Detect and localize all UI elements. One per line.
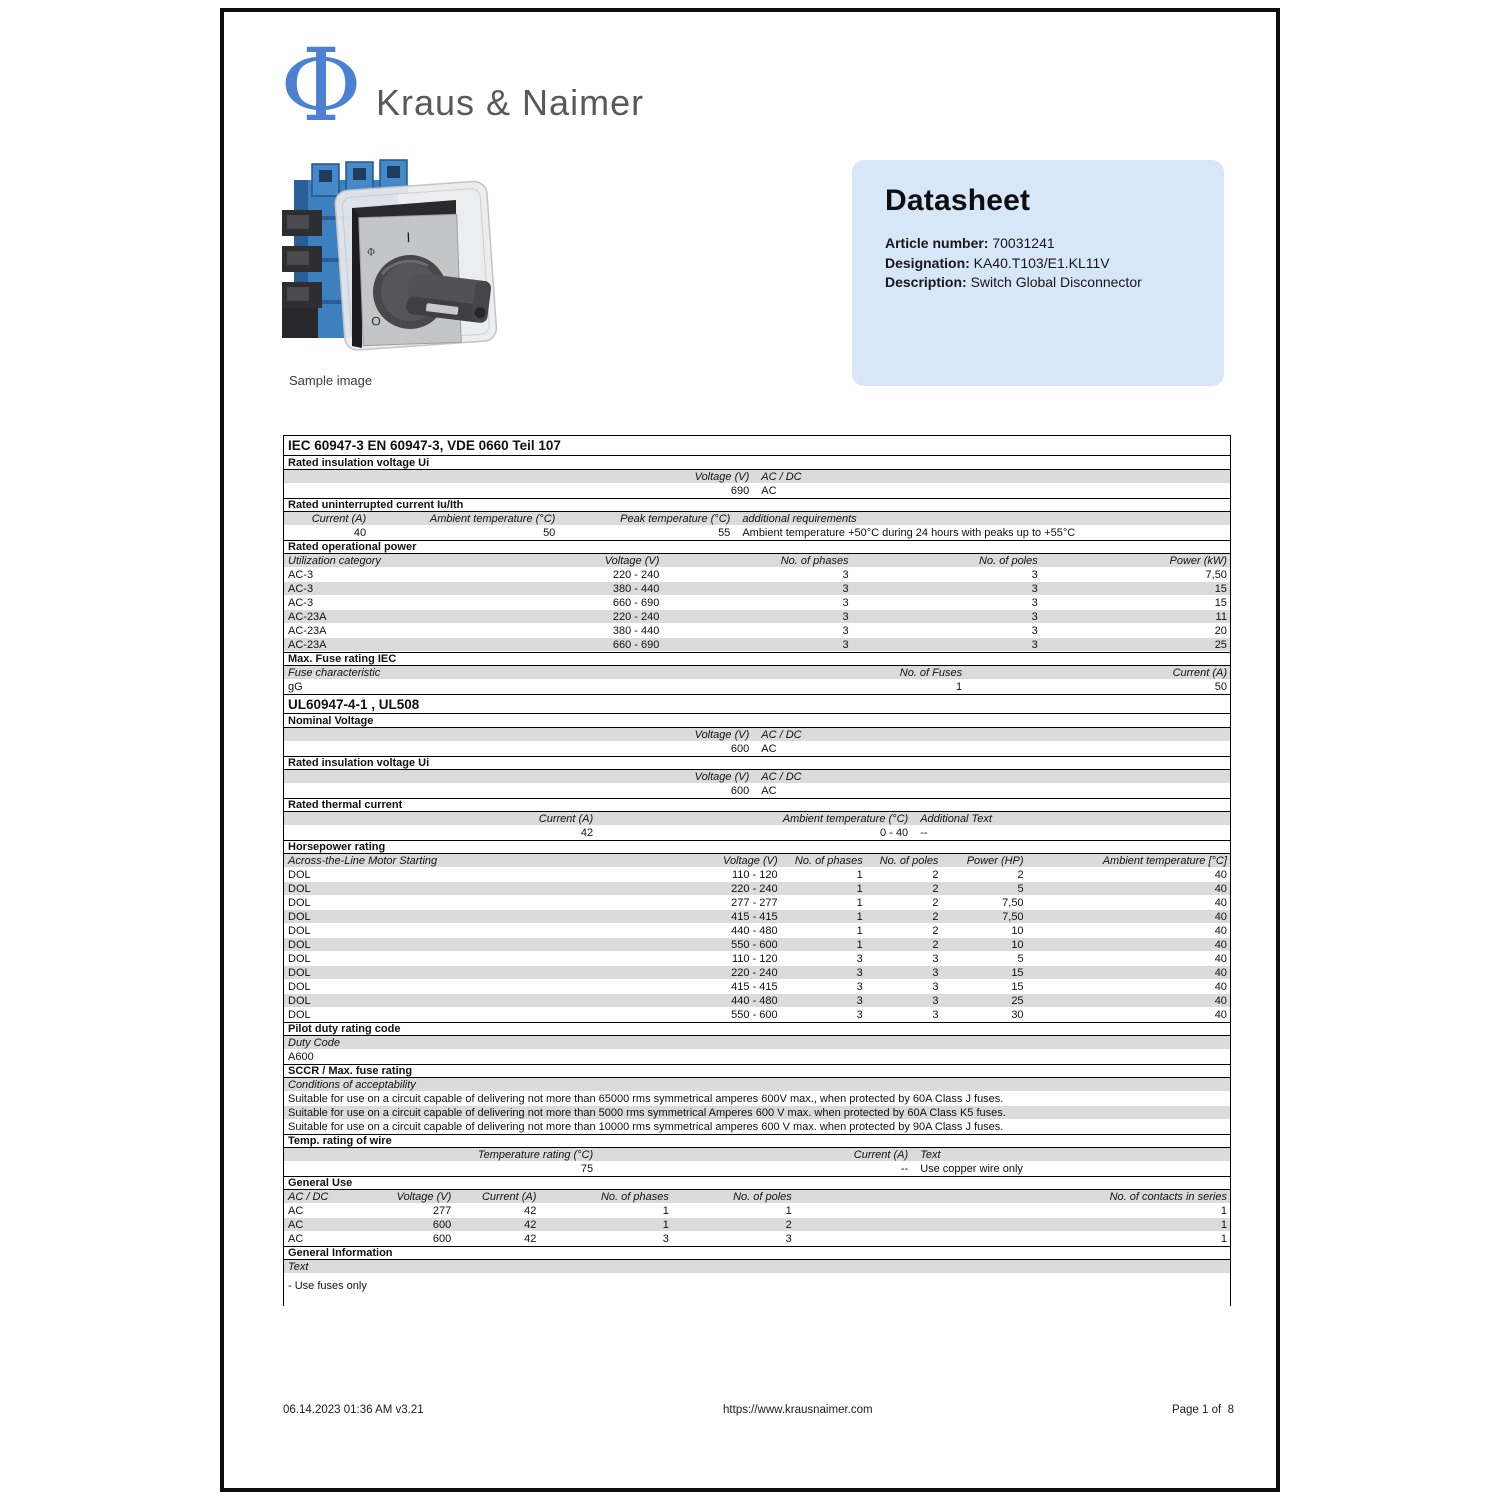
table-cell: Duty Code [288,1036,340,1049]
table-subheader: Rated uninterrupted current Iu/Ith [284,498,1230,512]
table-cell: No. of Fuses [899,666,963,679]
table-cell: AC [288,1205,304,1217]
table-cell: DOL [288,1009,311,1021]
table-cell: 220 - 240 [731,882,778,895]
table-header-row [284,1036,1230,1050]
table-cell: Current (A) [311,512,367,525]
table-cell: 600 [730,785,750,797]
table-cell: 40 [1214,897,1227,909]
table-cell: Across-the-Line Motor Starting [288,854,438,867]
table-row [284,1050,1230,1064]
table-cell: 1 [662,1205,669,1217]
table-cell: 10 [1011,925,1024,937]
table-header-row [284,1190,1230,1204]
footer-url: https://www.krausnaimer.com [723,1404,873,1416]
table-cell: Ambient temperature (°C) [782,812,909,825]
table-cell: 3 [842,569,849,581]
datasheet-info-box [852,160,1224,386]
table-cell: 277 - 277 [731,897,778,909]
table-row [284,1279,1230,1293]
table-cell: Voltage (V) [694,470,750,483]
table-row [284,1092,1230,1106]
table-section-title: UL60947-4-1 , UL508 [284,694,1230,714]
table-cell: 1 [1220,1205,1227,1217]
table-subheader: Horsepower rating [284,840,1230,854]
table-header-row [284,666,1230,680]
table-row [284,938,1230,952]
table-row [284,610,1230,624]
table-row [284,826,1230,840]
table-cell: No. of poles [733,1190,792,1203]
table-cell: DOL [288,869,311,881]
table-cell: 1 [856,925,863,937]
table-cell: 380 - 440 [612,582,660,595]
table-cell: DOL [288,994,311,1007]
table-cell: 7,50 [1205,569,1227,581]
table-row [284,1008,1230,1022]
table-cell: 3 [1031,610,1038,623]
table-cell: 1 [856,897,863,909]
table-cell: 3 [842,638,849,651]
table-subheader: Nominal Voltage [284,714,1230,728]
table-row [284,980,1230,994]
table-cell: gG [288,681,303,693]
table-row [284,896,1230,910]
product-sample-image [282,158,507,368]
table-subheader: Pilot duty rating code [284,1022,1230,1036]
table-cell: AC-3 [288,597,314,609]
table-cell: Suitable for use on a circuit capable of delivering not more than 65000 rms symmetrical amperes 600V max., when protected by 60A Class J fuses. [288,1093,1004,1105]
table-header-row [284,812,1230,826]
table-cell: Use copper wire only [920,1163,1023,1175]
table-cell: Text [288,1260,309,1273]
table-header-row [284,854,1230,868]
table-cell: Power (kW) [1169,554,1227,567]
table-cell: 3 [1031,625,1038,637]
table-cell: Voltage (V) [723,854,778,867]
table-cell: 660 - 690 [612,638,660,651]
footer-page-number: Page 1 of 8 [1171,1404,1234,1416]
table-cell: Utilization category [288,554,381,567]
table-cell: DOL [288,925,311,937]
table-row [284,994,1230,1008]
table-cell: A600 [288,1051,314,1063]
table-cell: AC / DC [761,728,802,741]
table-cell: 600 [730,743,750,755]
footer [283,1404,1234,1416]
info-field: Article number: 70031241 [885,235,1055,251]
table-cell: 3 [842,610,849,623]
table-cell: 5 [1017,882,1024,895]
table-cell: 3 [856,966,863,979]
table-cell: 2 [1017,869,1024,881]
table-row [284,680,1230,694]
table-cell: 15 [1011,966,1024,979]
table-cell: 220 - 240 [612,569,660,581]
table-cell: 380 - 440 [612,625,660,637]
table-cell: 5 [1017,953,1024,965]
table-cell: AC [761,785,777,797]
table-cell: 25 [1011,994,1024,1007]
table-cell: 40 [1214,869,1227,881]
table-cell: AC [288,1233,304,1245]
table-cell: 42 [524,1233,537,1245]
table-cell: 3 [932,981,939,993]
table-header-row [284,470,1230,484]
table-cell: Voltage (V) [604,554,660,567]
table-cell: 1 [785,1205,792,1217]
table-cell: 20 [1214,625,1227,637]
table-cell: 3 [1031,638,1038,651]
table-row [284,638,1230,652]
table-cell: 15 [1214,582,1227,595]
table-cell: Ambient temperature (°C) [429,512,556,525]
table-header-row [284,1260,1230,1274]
table-subheader: Rated insulation voltage Ui [284,456,1230,470]
table-cell: 3 [932,953,939,965]
rotary-switch-illustration [282,158,507,368]
table-cell: Voltage (V) [694,728,750,741]
table-row [284,484,1230,498]
datasheet-fields [885,234,1204,293]
table-cell: 440 - 480 [731,925,778,937]
table-subheader: Temp. rating of wire [284,1134,1230,1148]
table-subheader: SCCR / Max. fuse rating [284,1064,1230,1078]
table-cell: 1 [856,869,863,881]
table-row [284,624,1230,638]
table-cell: 7,50 [1002,897,1024,909]
table-cell: Conditions of acceptability [288,1078,416,1091]
table-cell: Text [920,1148,941,1161]
table-subheader: Rated insulation voltage Ui [284,756,1230,770]
table-row [284,596,1230,610]
table-cell: 1 [1220,1218,1227,1231]
table-row [284,784,1230,798]
document-page [220,8,1280,1492]
table-cell: 2 [932,910,939,923]
table-section-title: IEC 60947-3 EN 60947-3, VDE 0660 Teil 107 [284,436,1230,456]
table-cell: DOL [288,938,311,951]
table-cell: AC [761,743,777,755]
table-cell: 3 [932,966,939,979]
table-row [284,924,1230,938]
table-cell: 15 [1011,981,1024,993]
table-cell: 2 [932,925,939,937]
table-row [284,526,1230,540]
table-cell: 55 [718,527,731,539]
table-cell: 42 [580,827,594,839]
table-header-row [284,728,1230,742]
table-cell: DOL [288,897,311,909]
table-cell: AC / DC [761,770,802,783]
table-cell: 550 - 600 [731,938,778,951]
table-cell: - Use fuses only [288,1280,367,1292]
table-cell: Peak temperature (°C) [620,512,731,525]
table-subheader: General Use [284,1176,1230,1190]
table-cell: 3 [1031,597,1038,609]
table-cell: 30 [1011,1009,1024,1021]
sample-image-caption: Sample image [289,373,373,388]
table-subheader: General Information [284,1246,1230,1260]
table-cell: 3 [856,994,863,1007]
table-cell: 1 [955,681,963,693]
phi-logo-icon: Φ [280,27,362,144]
table-cell: AC / DC [761,470,802,483]
table-cell: Suitable for use on a circuit capable of delivering not more than 10000 rms symmetrical amperes 600 V max. when protected by 90A Class J fuses. [288,1121,1004,1133]
table-cell: Ambient temperature [°C] [1102,854,1227,867]
table-cell: 40 [1214,925,1227,937]
table-cell: 1 [856,910,863,923]
table-cell: 220 - 240 [612,610,660,623]
info-field: Description: Switch Global Disconnector [885,274,1142,290]
table-subheader: Rated thermal current [284,798,1230,812]
table-cell: 7,50 [1002,910,1024,923]
footer-date: 06.14.2023 01:36 AM v3.21 [283,1404,424,1416]
table-cell: AC / DC [288,1190,329,1203]
table-cell: 2 [785,1218,792,1231]
table-cell: 25 [1214,638,1227,651]
table-row [284,1232,1230,1246]
table-cell: 3 [856,953,863,965]
table-cell: DOL [288,981,311,993]
table-cell: 40 [1214,994,1227,1007]
svg-text:Φ: Φ [366,247,376,259]
table-cell: 40 [1214,981,1227,993]
table-cell: Voltage (V) [396,1190,452,1203]
table-cell: 3 [785,1233,792,1245]
table-cell: 40 [1214,953,1227,965]
table-row [284,582,1230,596]
datasheet-title: Datasheet [885,184,1031,217]
table-row [284,1106,1230,1120]
table-cell: No. of phases [780,554,849,567]
table-cell: No. of phases [600,1190,669,1203]
table-subheader: Max. Fuse rating IEC [284,652,1230,666]
table-cell: 2 [932,897,939,909]
table-cell: 15 [1214,597,1227,609]
table-cell: No. of phases [794,854,863,867]
brand-name: Kraus & Naimer [376,82,645,123]
table-subheader: Rated operational power [284,540,1230,554]
table-cell: AC-23A [288,625,327,637]
table-cell: No. of poles [979,554,1038,567]
table-cell: additional requirements [742,512,857,525]
table-cell: 2 [932,869,939,881]
table-cell: 440 - 480 [731,994,778,1007]
table-cell: 40 [1214,1009,1227,1021]
table-cell: 40 [353,527,367,539]
table-cell: AC-23A [288,610,327,623]
table-cell: DOL [288,966,311,979]
svg-text:I: I [406,228,411,246]
table-cell: -- [900,1163,909,1175]
table-header-row [284,512,1230,526]
table-cell: 11 [1215,610,1227,623]
table-cell: 415 - 415 [731,981,778,993]
table-cell: 2 [932,938,939,951]
table-cell: AC [761,485,777,497]
table-cell: 600 [432,1233,452,1245]
table-cell: 3 [842,625,849,637]
table-cell: DOL [288,953,311,965]
table-cell: Ambient temperature +50°C during 24 hours with peaks up to +55°C [742,527,1076,539]
table-cell: 3 [662,1233,669,1245]
table-cell: Suitable for use on a circuit capable of delivering not more than 5000 rms symmetrical Amperes 600 V max. when protected by 60A Class K5 fuses. [288,1106,1006,1119]
table-cell: DOL [288,910,311,923]
table-cell: 690 [730,485,750,497]
table-empty-row [284,1293,1230,1306]
table-cell: Current (A) [1172,666,1227,679]
table-cell: 10 [1011,938,1024,951]
table-cell: AC [288,1218,304,1231]
table-cell: 50 [1214,681,1227,693]
table-cell: 42 [524,1205,537,1217]
table-cell: DOL [288,882,311,895]
table-row [284,568,1230,582]
table-cell: 1 [856,938,863,951]
table-row [284,742,1230,756]
table-header-row [284,770,1230,784]
table-cell: AC-3 [288,569,314,581]
table-cell: AC-3 [288,582,314,595]
table-cell: 3 [856,981,863,993]
table-cell: Current (A) [538,812,594,825]
table-cell: 0 - 40 [880,827,909,839]
table-cell: Power (HP) [966,854,1024,867]
table-cell: Additional Text [920,812,992,825]
table-cell: 40 [1214,966,1227,979]
table-cell: 2 [932,882,939,895]
table-row [284,1120,1230,1134]
table-row [284,882,1230,896]
table-cell: 3 [1031,569,1038,581]
table-cell: 40 [1214,882,1227,895]
table-cell: Fuse characteristic [288,666,381,679]
table-cell: 415 - 415 [731,910,778,923]
table-cell: 110 - 120 [731,869,778,881]
table-row [284,910,1230,924]
table-cell: 42 [524,1218,537,1231]
table-cell: 600 [432,1218,452,1231]
table-cell: -- [920,827,928,839]
table-cell: 40 [1214,910,1227,923]
table-cell: 3 [842,582,849,595]
table-cell: 277 [432,1205,452,1217]
table-row [284,1162,1230,1176]
table-row [284,952,1230,966]
table-cell: 50 [543,527,556,539]
table-header-row [284,1148,1230,1162]
table-cell: No. of contacts in series [1109,1190,1227,1203]
table-cell: 3 [932,994,939,1007]
table-row [284,966,1230,980]
table-cell: No. of poles [879,854,939,867]
table-cell: 3 [842,597,849,609]
table-cell: 660 - 690 [612,597,660,609]
table-cell: 40 [1214,938,1227,951]
table-row [284,1218,1230,1232]
svg-text:O: O [371,314,382,329]
table-cell: Voltage (V) [694,770,750,783]
table-cell: 220 - 240 [731,966,778,979]
info-field: Designation: KA40.T103/E1.KL11V [885,254,1110,271]
table-cell: 1 [1220,1233,1227,1245]
table-cell: Temperature rating (°C) [477,1148,594,1161]
spec-table [283,435,1231,1306]
table-cell: 3 [856,1009,863,1021]
table-row [284,1204,1230,1218]
table-cell: 550 - 600 [731,1009,778,1021]
table-cell: AC-23A [288,638,327,651]
table-cell: 3 [1031,582,1038,595]
table-header-row [284,554,1230,568]
table-header-row [284,1078,1230,1092]
table-cell: 1 [856,882,863,895]
table-cell: Current (A) [481,1190,537,1203]
table-cell: 75 [580,1163,594,1175]
table-cell: Current (A) [853,1148,909,1161]
table-cell: 1 [662,1218,669,1231]
table-cell: 3 [932,1009,939,1021]
table-row [284,868,1230,882]
table-cell: 110 - 120 [731,953,778,965]
